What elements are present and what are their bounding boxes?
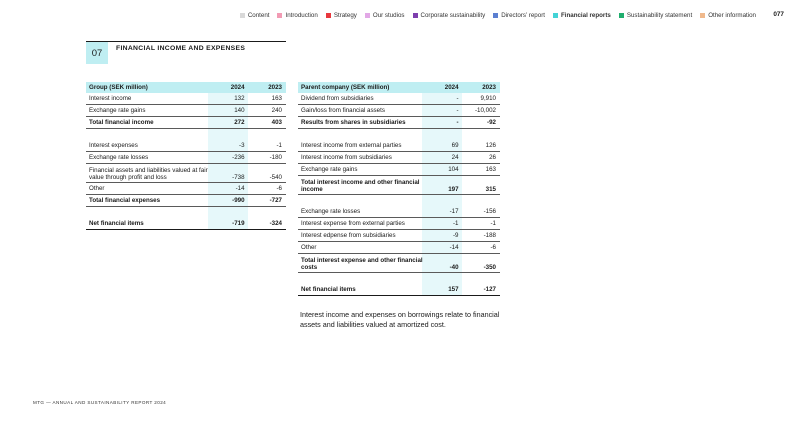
value-2023: -324 [269, 220, 282, 227]
value-2024: 69 [451, 142, 459, 149]
row-label: Gain/loss from financial assets [301, 107, 385, 114]
nav-item-label: Our studios [372, 11, 405, 19]
table-spacer-row [298, 273, 500, 284]
table-row [298, 284, 500, 296]
parent-company-financial-table [298, 82, 500, 296]
nav-item-label: Introduction [285, 11, 318, 19]
nav-color-square-icon [413, 13, 418, 18]
table-row [298, 218, 500, 230]
nav-color-square-icon [326, 13, 331, 18]
value-2024: 24 [451, 154, 459, 161]
row-label: Financial assets and liabilities valued at fair value through profit and loss [89, 167, 208, 181]
nav-color-square-icon [493, 13, 498, 18]
value-2024: -17 [449, 208, 459, 215]
value-2024: -3 [239, 142, 245, 149]
table-row [298, 230, 500, 242]
value-2024: - [456, 107, 459, 114]
row-label: Interest income [89, 95, 132, 102]
value-2024: -14 [235, 185, 245, 192]
table-row [86, 105, 286, 117]
value-2023: 315 [485, 186, 496, 193]
value-2024: - [456, 95, 459, 102]
value-2024: -738 [232, 174, 245, 181]
nav-item-label: Directors’ report [501, 11, 545, 19]
value-2023: -10,002 [474, 107, 496, 114]
page-footer: MTG — ANNUAL AND SUSTAINABILITY REPORT 2024 [33, 400, 167, 405]
nav-color-square-icon [365, 13, 370, 18]
page-number: 077 [773, 11, 784, 18]
row-label: Net financial items [89, 220, 144, 227]
nav-item-corporate-sustainability[interactable] [413, 12, 486, 19]
row-label: Exchange rate losses [301, 208, 361, 215]
table-row [86, 152, 286, 164]
header-year-2023: 2023 [268, 84, 282, 91]
table-row [298, 164, 500, 176]
table-spacer-row [86, 129, 286, 140]
value-2023: 26 [489, 154, 496, 161]
nav-item-other-information[interactable] [700, 12, 756, 19]
table-row [86, 183, 286, 195]
value-2024: 140 [234, 107, 245, 114]
value-2024: -14 [449, 244, 459, 251]
value-2023: 403 [271, 119, 282, 126]
group-financial-table [86, 82, 286, 230]
row-label: Results from shares in subsidiaries [301, 119, 406, 126]
value-2023: -127 [483, 286, 496, 293]
row-label: Total interest expense and other financial costs [301, 257, 423, 271]
value-2024: - [456, 119, 459, 126]
row-label: Other [89, 185, 105, 192]
row-label: Interest edpense from subsidiaries [301, 232, 396, 239]
nav-item-label: Sustainability statement [626, 11, 693, 19]
value-2024: -236 [232, 154, 245, 161]
nav-item-label: Strategy [333, 11, 357, 19]
nav-color-square-icon [277, 13, 282, 18]
table-row [86, 195, 286, 207]
value-2023: -1 [276, 142, 282, 149]
table-row [86, 93, 286, 105]
nav-item-label: Content [247, 11, 270, 19]
header-year-2024: 2024 [230, 84, 245, 91]
row-label: Interest expenses [89, 142, 138, 149]
row-label: Exchange rate losses [89, 154, 149, 161]
value-2023: -6 [276, 185, 282, 192]
value-2024: 157 [448, 286, 459, 293]
table-row [86, 164, 286, 183]
table-row [298, 117, 500, 129]
header-year-2023: 2023 [482, 84, 496, 91]
value-2023: 163 [485, 166, 496, 173]
row-label: Total interest income and other financial income [301, 179, 420, 193]
table-row [298, 206, 500, 218]
nav-item-label: Financial reports [560, 11, 611, 19]
table-spacer-row [298, 129, 500, 140]
nav-item-directors-report[interactable] [493, 12, 545, 19]
row-label: Dividend from subsidiaries [301, 95, 374, 102]
value-2024: 197 [448, 186, 459, 193]
row-label: Total financial expenses [89, 197, 161, 204]
table-row [298, 242, 500, 254]
value-2024: -719 [232, 220, 245, 227]
header-year-2024: 2024 [444, 84, 459, 91]
value-2023: 240 [271, 107, 282, 114]
section-title: FINANCIAL INCOME AND EXPENSES [116, 45, 246, 52]
value-2023: -6 [490, 244, 496, 251]
table-row [86, 117, 286, 129]
value-2024: -9 [453, 232, 459, 239]
nav-item-financial-reports[interactable] [553, 12, 611, 19]
value-2024: -990 [232, 197, 245, 204]
nav-color-square-icon [700, 13, 705, 18]
nav-item-label: Corporate sustainability [420, 11, 486, 19]
row-label: Total financial income [89, 119, 154, 126]
table-row [86, 140, 286, 152]
value-2023: -92 [487, 119, 496, 126]
table-spacer-row [86, 207, 286, 218]
section-rule [86, 41, 286, 42]
row-label: Exchange rate gains [301, 166, 358, 173]
value-2024: -1 [453, 220, 459, 227]
value-2023: 126 [485, 142, 496, 149]
table-row [298, 140, 500, 152]
value-2023: -156 [483, 208, 496, 215]
header-label: Group (SEK million) [89, 84, 148, 91]
table-row [298, 93, 500, 105]
nav-color-square-icon [553, 13, 558, 18]
nav-item-introduction[interactable] [277, 12, 317, 19]
value-2023: -727 [269, 197, 282, 204]
row-label: Interest income from external parties [301, 142, 402, 149]
header-label: Parent company (SEK million) [301, 84, 390, 91]
row-label: Other [301, 244, 317, 251]
row-label: Net financial items [301, 286, 356, 293]
value-2024: -40 [449, 264, 459, 271]
value-2023: -1 [490, 220, 496, 227]
row-label: Exchange rate gains [89, 107, 146, 114]
nav-item-our-studios[interactable] [365, 12, 405, 19]
table-row [86, 218, 286, 230]
top-navigation [240, 10, 756, 20]
table-spacer-row [298, 195, 500, 206]
value-2023: -350 [483, 264, 496, 271]
nav-color-square-icon [240, 13, 245, 18]
row-label: Interest expense from external parties [301, 220, 405, 227]
value-2023: 163 [271, 95, 282, 102]
table-header [86, 82, 286, 93]
value-2023: -180 [269, 154, 282, 161]
table-row [298, 152, 500, 164]
table-header [298, 82, 500, 93]
nav-item-strategy[interactable] [326, 12, 357, 19]
row-label: Interest income from subsidiaries [301, 154, 392, 161]
section-number-badge: 07 [86, 42, 108, 64]
table-row [298, 105, 500, 117]
table-row [298, 176, 500, 195]
table-note: Interest income and expenses on borrowings relate to financial assets and liabilities valued at amortized cost. [300, 310, 500, 329]
nav-color-square-icon [619, 13, 624, 18]
nav-item-sustainability-statement[interactable] [619, 12, 692, 19]
value-2023: -188 [483, 232, 496, 239]
table-row [298, 254, 500, 273]
value-2024: 132 [234, 95, 245, 102]
value-2023: 9,910 [480, 95, 496, 102]
value-2023: -540 [269, 174, 282, 181]
value-2024: 104 [448, 166, 459, 173]
nav-item-label: Other information [708, 11, 756, 19]
value-2024: 272 [234, 119, 245, 126]
nav-item-content[interactable] [240, 12, 270, 19]
